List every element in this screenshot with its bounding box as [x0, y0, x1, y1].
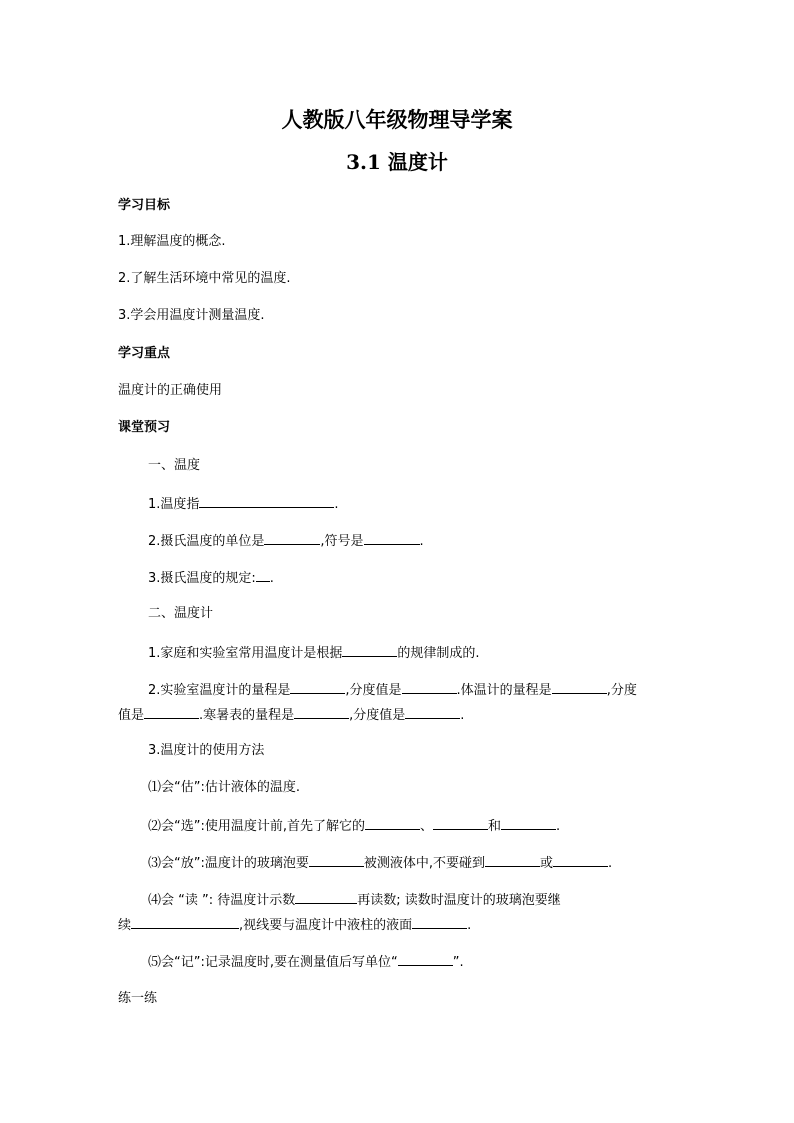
- usage-step-1: ⑴会“估”:估计液体的温度.: [148, 780, 300, 795]
- usage-step-5: ⑸会“记”:记录温度时,要在测量值后写单位“ ”.: [148, 951, 464, 973]
- practice-heading: 练一练: [118, 991, 158, 1006]
- answer-blank[interactable]: [501, 815, 556, 830]
- section-thermometer: 二、温度计: [148, 606, 214, 621]
- usage-step-4-cont: 续 ,视线要与温度计中液柱的液面 .: [118, 914, 471, 936]
- usage-step-2: ⑵会“选”:使用温度计前,首先了解它的 、 和 .: [148, 815, 560, 837]
- answer-blank[interactable]: [294, 704, 349, 719]
- lesson-title: 3.1 温度计: [346, 150, 448, 174]
- question-3: 3.摄氏温度的规定: .: [148, 567, 274, 589]
- answer-blank[interactable]: [290, 679, 345, 694]
- answer-blank[interactable]: [433, 815, 488, 830]
- question-1: 1.温度指 .: [148, 493, 339, 515]
- usage-heading: 3.温度计的使用方法: [148, 743, 265, 758]
- question-5-cont: 值是 .寒暑表的量程是 ,分度值是 .: [118, 704, 464, 726]
- document-title: 人教版八年级物理导学案: [281, 107, 513, 132]
- focus-text: 温度计的正确使用: [118, 383, 223, 398]
- question-2: 2.摄氏温度的单位是 ,符号是 .: [148, 530, 424, 552]
- section-temperature: 一、温度: [148, 458, 201, 473]
- answer-blank[interactable]: [402, 679, 457, 694]
- answer-blank[interactable]: [552, 679, 607, 694]
- question-4: 1.家庭和实验室常用温度计是根据 的规律制成的.: [148, 642, 480, 664]
- question-5: 2.实验室温度计的量程是 ,分度值是 .体温计的量程是 ,分度: [148, 679, 637, 701]
- answer-blank[interactable]: [309, 852, 364, 867]
- preview-heading: 课堂预习: [118, 420, 171, 435]
- answer-blank[interactable]: [131, 914, 239, 929]
- answer-blank[interactable]: [256, 567, 270, 582]
- answer-blank[interactable]: [405, 704, 460, 719]
- answer-blank[interactable]: [364, 530, 420, 545]
- answer-blank[interactable]: [144, 704, 199, 719]
- answer-blank[interactable]: [295, 889, 357, 904]
- focus-heading: 学习重点: [118, 346, 171, 361]
- answer-blank[interactable]: [365, 815, 420, 830]
- usage-step-3: ⑶会“放”:温度计的玻璃泡要 被测液体中,不要碰到 或 .: [148, 852, 612, 874]
- answer-blank[interactable]: [342, 642, 397, 657]
- goal-item: 1.理解温度的概念.: [118, 234, 226, 249]
- answer-blank[interactable]: [199, 493, 334, 508]
- answer-blank[interactable]: [264, 530, 320, 545]
- goal-item: 3.学会用温度计测量温度.: [118, 308, 265, 323]
- answer-blank[interactable]: [485, 852, 540, 867]
- goal-item: 2.了解生活环境中常见的温度.: [118, 271, 291, 286]
- goals-heading: 学习目标: [118, 198, 171, 213]
- answer-blank[interactable]: [412, 914, 467, 929]
- answer-blank[interactable]: [398, 951, 453, 966]
- answer-blank[interactable]: [553, 852, 608, 867]
- usage-step-4: ⑷会 “读 ”: 待温度计示数 再读数; 读数时温度计的玻璃泡要继: [148, 889, 561, 911]
